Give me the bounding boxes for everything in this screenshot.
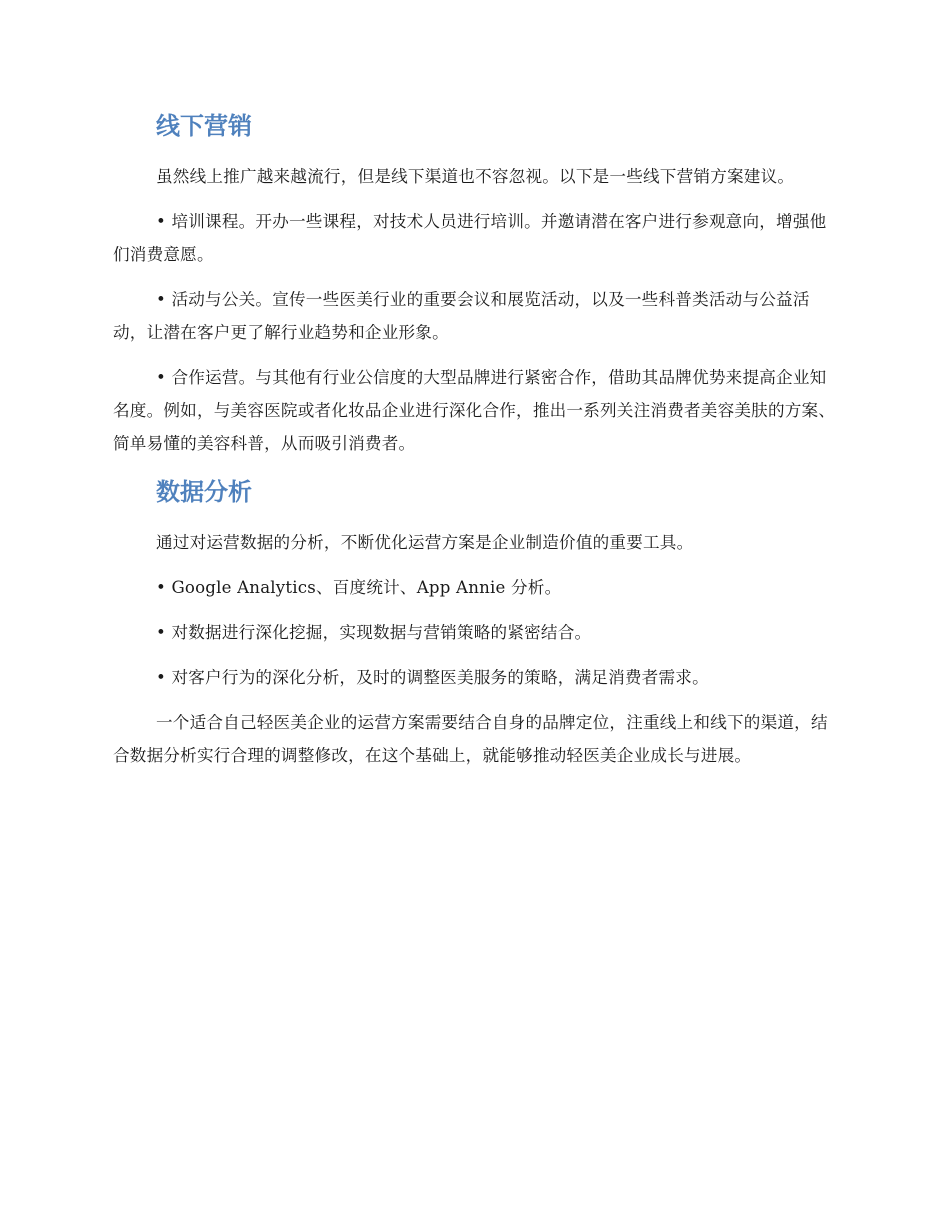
bullet-cooperation: • 合作运营。与其他有行业公信度的大型品牌进行紧密合作，借助其品牌优势来提高企业知名度。例如，与美容医院或者化妆品企业进行深化合作，推出一系列关注消费者美容美肤的方案、简单易懂的美容科普，从而吸引消费者。 (113, 368, 836, 453)
bullet-training-courses: • 培训课程。开办一些课程，对技术人员进行培训。并邀请潜在客户进行参观意向，增强他们消费意愿。 (113, 212, 827, 264)
bullet-customer-behavior: • 对客户行为的深化分析，及时的调整医美服务的策略，满足消费者需求。 (156, 668, 709, 687)
bullet-analytics-tools: • Google Analytics、百度统计、App Annie 分析。 (156, 578, 562, 597)
data-analysis-intro: 通过对运营数据的分析，不断优化运营方案是企业制造价值的重要工具。 (156, 533, 694, 552)
section-heading-data-analysis: 数据分析 (156, 478, 252, 506)
document-body (113, 106, 839, 784)
offline-marketing-intro: 虽然线上推广越来越流行，但是线下渠道也不容忽视。以下是一些线下营销方案建议。 (156, 167, 795, 186)
section-heading-offline-marketing: 线下营销 (156, 112, 252, 140)
bullet-events-pr: • 活动与公关。宣传一些医美行业的重要会议和展览活动，以及一些科普类活动与公益活动，让潜在客户更了解行业趋势和企业形象。 (113, 290, 810, 342)
conclusion-paragraph: 一个适合自己轻医美企业的运营方案需要结合自身的品牌定位，注重线上和线下的渠道，结合数据分析实行合理的调整修改，在这个基础上，就能够推动轻医美企业成长与进展。 (113, 713, 828, 765)
bullet-data-mining: • 对数据进行深化挖掘，实现数据与营销策略的紧密结合。 (156, 623, 592, 642)
